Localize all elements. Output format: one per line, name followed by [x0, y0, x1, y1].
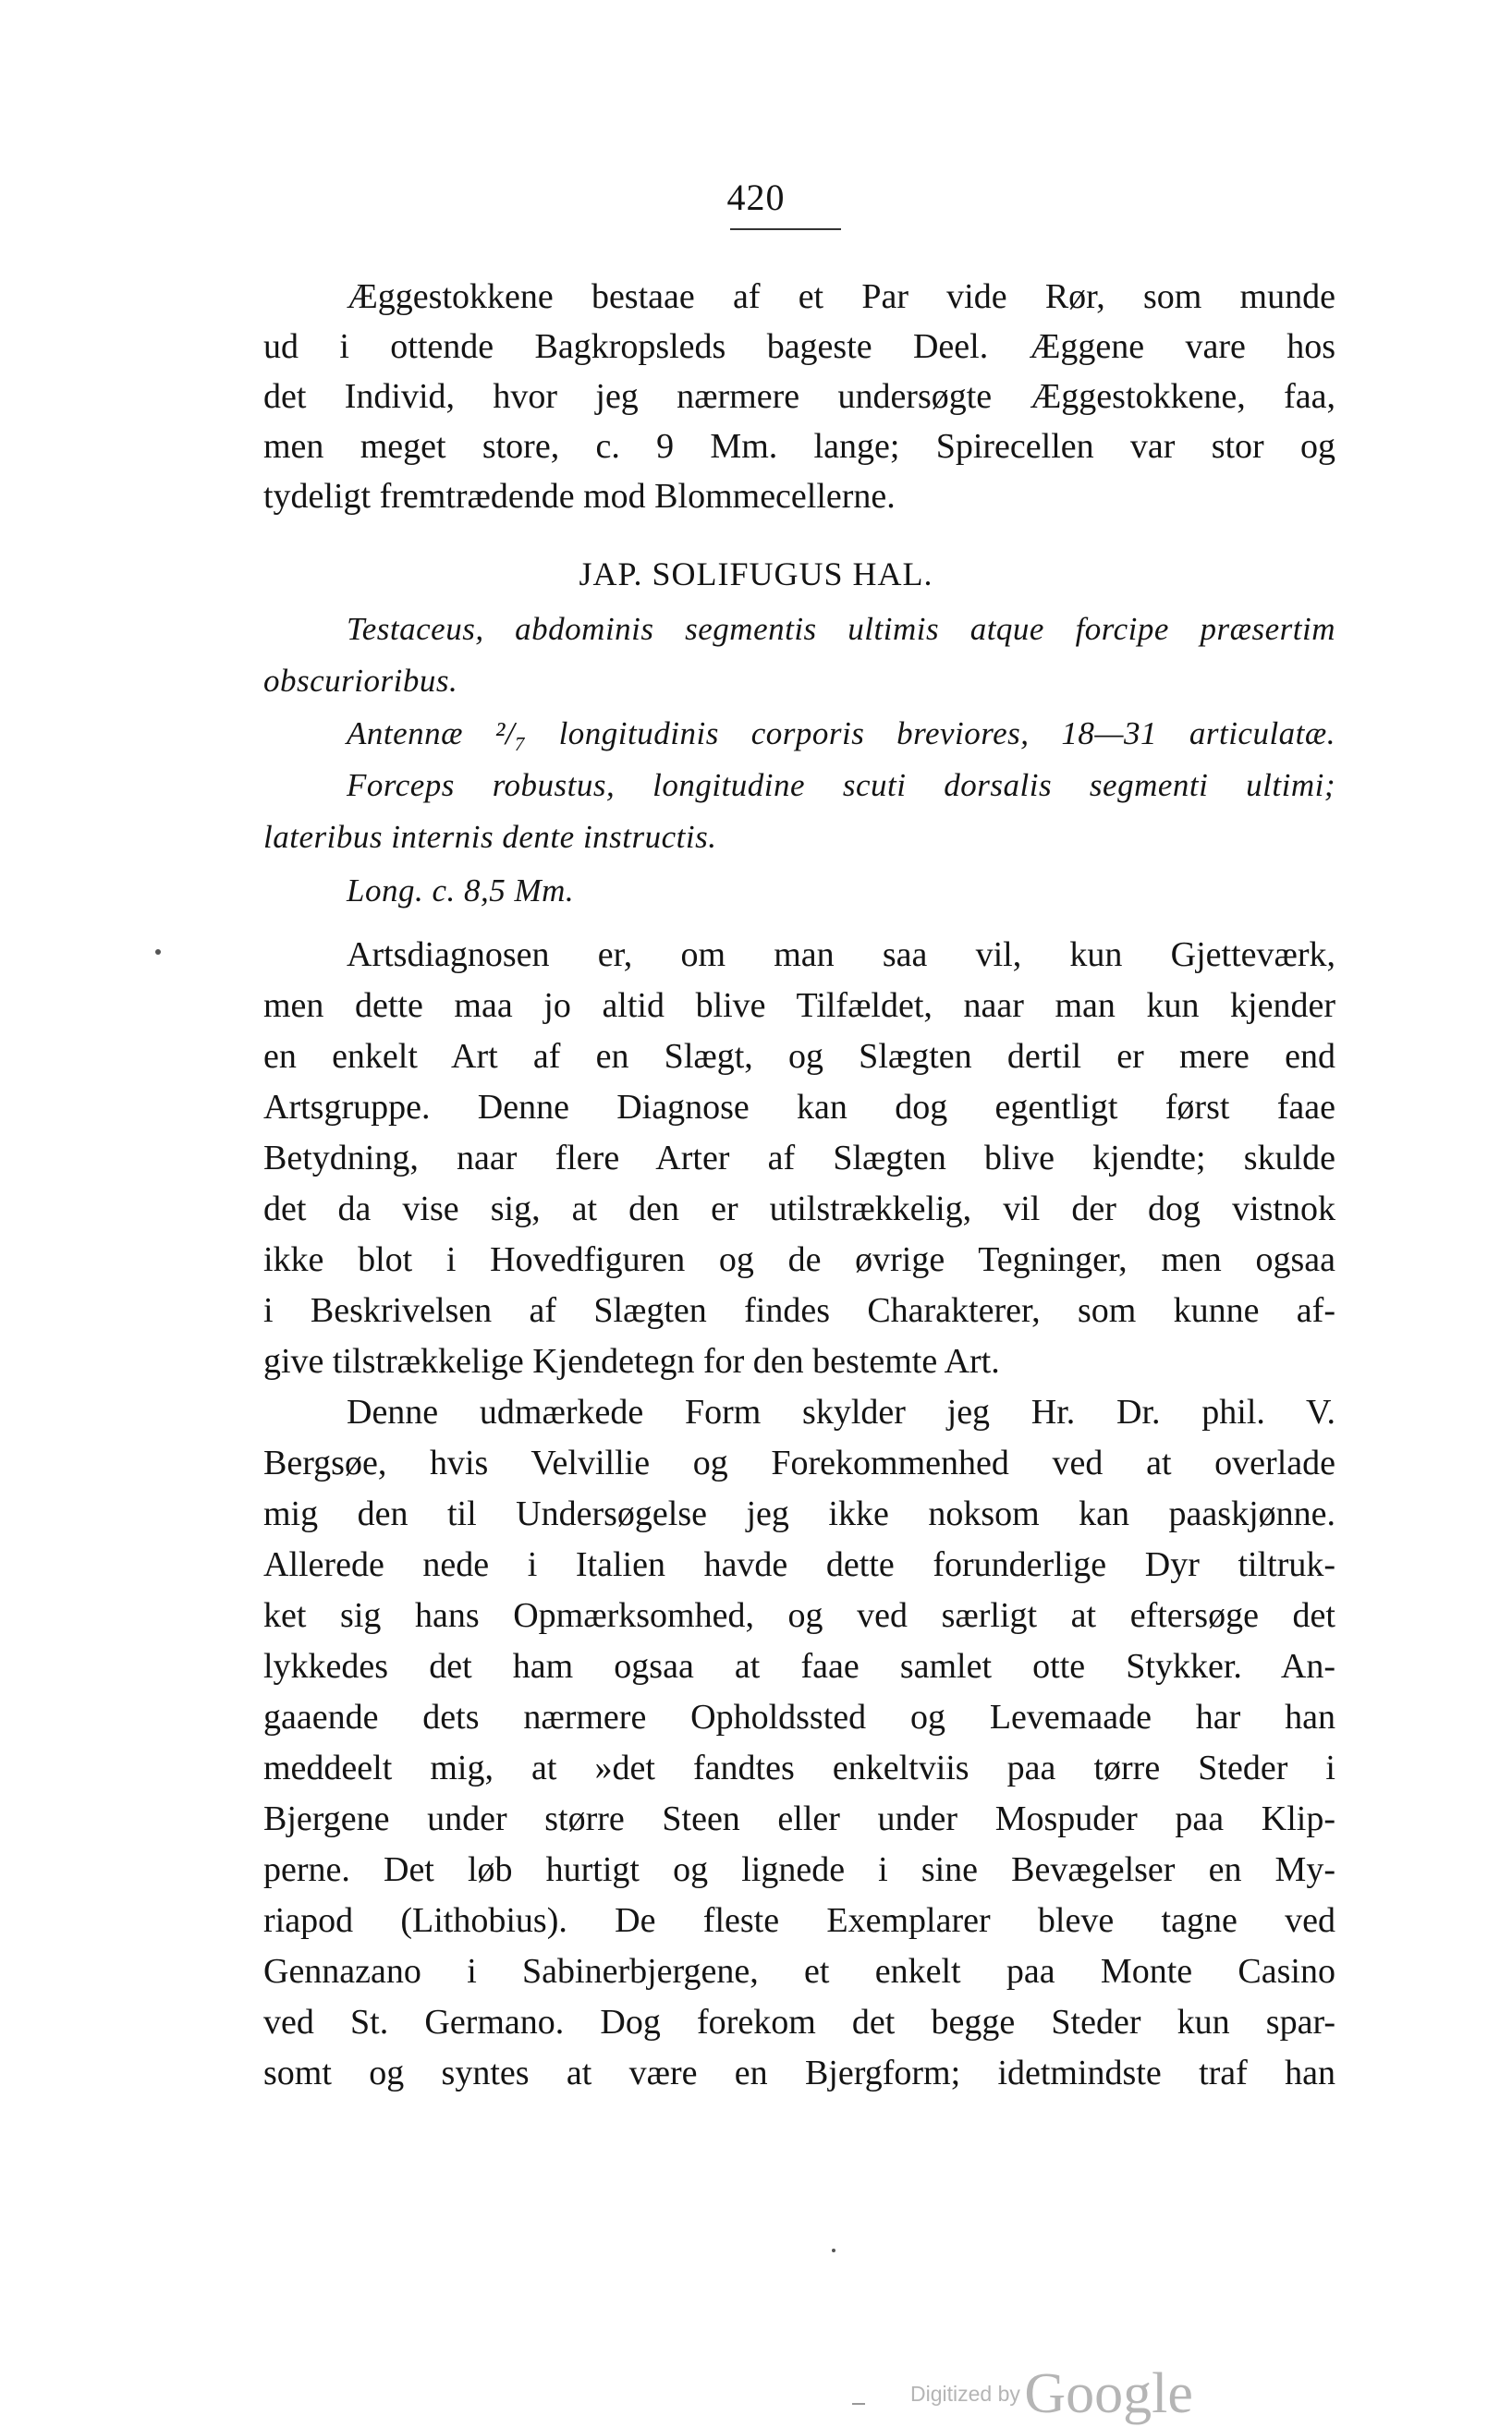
text-line: men meget store, c. 9 Mm. lange; Spirecellen var stor og — [263, 427, 1335, 466]
text-line: somt og syntes at være en Bjergform; idetmindste traf han — [263, 2054, 1335, 2092]
page-number-rule — [730, 228, 841, 230]
diagnosis-line: obscurioribus. — [263, 663, 458, 699]
text-line: lykkedes det ham ogsaa at faae samlet otte Stykker. An- — [263, 1647, 1335, 1686]
species-heading: JAP. SOLIFUGUS HAL. — [579, 555, 933, 592]
text-line: Artsdiagnosen er, om man saa vil, kun Gjetteværk, — [347, 935, 1335, 974]
google-logo: Google — [1024, 2362, 1193, 2425]
text-line: Betydning, naar flere Arter af Slægten blive kjendte; skulde — [263, 1139, 1335, 1177]
scan-speck — [155, 949, 161, 955]
text-line: give tilstrækkelige Kjendetegn for den bestemte Art. — [263, 1342, 1000, 1381]
text-line: gaaende dets nærmere Opholdssted og Levemaade har han — [263, 1698, 1335, 1737]
text-line: tydeligt fremtrædende mod Blommecellerne. — [263, 477, 896, 516]
text-line: det Individ, hvor jeg nærmere undersøgte Æggestokkene, faa, — [263, 377, 1335, 416]
page-number: 420 — [726, 177, 786, 218]
diagnosis-line: Testaceus, abdominis segmentis ultimis atque forcipe præsertim — [347, 611, 1335, 647]
text-line: ud i ottende Bagkropsleds bageste Deel. Æggene vare hos — [263, 327, 1335, 366]
text-line: perne. Det løb hurtigt og lignede i sine Bevægelser en My- — [263, 1850, 1335, 1889]
text-line: meddeelt mig, at »det fandtes enkeltviis paa tørre Steder i — [263, 1749, 1335, 1787]
text-line: Denne udmærkede Form skylder jeg Hr. Dr. phil. V. — [347, 1393, 1335, 1432]
digitized-by-label: Digitized by — [910, 2382, 1020, 2406]
text-line: Æggestokkene bestaae af et Par vide Rør, som munde — [347, 277, 1335, 316]
diagnosis-line: Long. c. 8,5 Mm. — [347, 872, 575, 909]
text-line: ved St. Germano. Dog forekom det begge Steder kun spar- — [263, 2003, 1335, 2042]
scan-speck — [832, 2249, 835, 2252]
text-line: riapod (Lithobius). De fleste Exemplarer bleve tagne ved — [263, 1901, 1335, 1940]
text-line: men dette maa jo altid blive Tilfældet, naar man kun kjender — [263, 986, 1335, 1025]
text-line: ket sig hans Opmærksomhed, og ved særligt at eftersøge det — [263, 1596, 1335, 1635]
text-line: ikke blot i Hovedfiguren og de øvrige Tegninger, men ogsaa — [263, 1240, 1335, 1279]
diagnosis-line: lateribus internis dente instructis. — [263, 819, 717, 855]
text-line: Bjergene under større Steen eller under Mospuder paa Klip- — [263, 1799, 1335, 1838]
text-line: en enkelt Art af en Slægt, og Slægten dertil er mere end — [263, 1037, 1335, 1076]
text-line: mig den til Undersøgelse jeg ikke noksom kan paaskjønne. — [263, 1494, 1335, 1533]
text-line: Gennazano i Sabinerbjergene, et enkelt paa Monte Casino — [263, 1952, 1335, 1991]
digitized-by-google-watermark — [910, 2361, 1193, 2427]
text-line: i Beskrivelsen af Slægten findes Charakterer, som kunne af- — [263, 1291, 1335, 1330]
text-line: det da vise sig, at den er utilstrækkelig, vil der dog vistnok — [263, 1189, 1335, 1228]
footer-dash — [852, 2403, 865, 2405]
text-line: Allerede nede i Italien havde dette forunderlige Dyr tiltruk- — [263, 1545, 1335, 1584]
text-line: Bergsøe, hvis Velvillie og Forekommenhed ved at overlade — [263, 1444, 1335, 1482]
diagnosis-line: Forceps robustus, longitudine scuti dorsalis segmenti ultimi; — [347, 767, 1335, 803]
text-line: Artsgruppe. Denne Diagnose kan dog egentligt først faae — [263, 1088, 1335, 1127]
diagnosis-line: Antennæ ²/₇ longitudinis corporis breviores, 18—31 articulatæ. — [347, 715, 1335, 751]
